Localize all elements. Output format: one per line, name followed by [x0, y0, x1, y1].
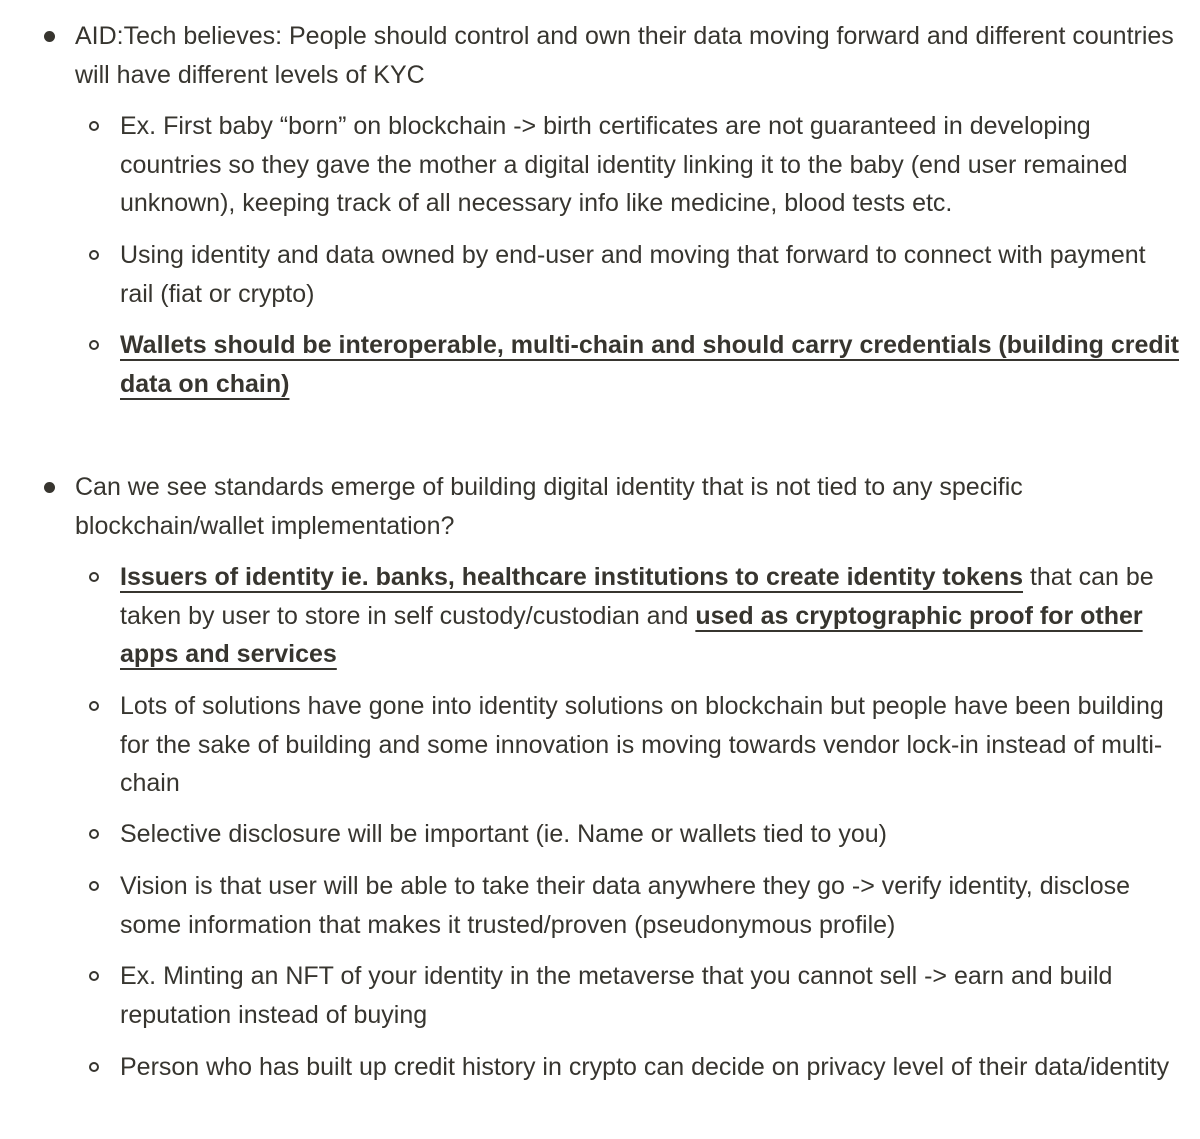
emphasized-text: used as cryptographic proof for other apps and services	[120, 601, 1143, 668]
bullet-circle-icon	[89, 829, 99, 839]
sub-bullet-text: Lots of solutions have gone into identity solutions on blockchain but people have been building for the sake of building and some innovation is moving towards vendor lock-in instead of multi-chain	[120, 692, 1164, 797]
bullet-disc-icon	[44, 482, 55, 493]
sub-bullet-text	[120, 558, 1180, 674]
sub-bullet-text: Using identity and data owned by end-user and moving that forward to connect with payment rail (fiat or crypto)	[120, 241, 1146, 308]
bullet-text: AID:Tech believes: People should control and own their data moving forward and different countries will have different levels of KYC	[75, 22, 1174, 89]
sub-bullet-text: Ex. First baby “born” on blockchain -> birth certificates are not guaranteed in developing countries so they gave the mother a digital identity linking it to the baby (end user remained unknown), keeping track of all necessary info like medicine, blood tests etc.	[120, 112, 1128, 217]
bullet-circle-icon	[89, 971, 99, 981]
bullet-circle-icon	[89, 881, 99, 891]
bullet-circle-icon	[89, 250, 99, 260]
sub-bullet-text: Ex. Minting an NFT of your identity in the metaverse that you cannot sell -> earn and build reputation instead of buying	[120, 962, 1113, 1029]
bullet-text: Can we see standards emerge of building digital identity that is not tied to any specific blockchain/wallet implementation?	[75, 473, 1023, 540]
bullet-disc-icon	[44, 31, 55, 42]
sub-bullet-text: Selective disclosure will be important (ie. Name or wallets tied to you)	[120, 820, 887, 848]
bullet-circle-icon	[89, 572, 99, 582]
plain-text: that can be taken by user to store in self custody/custodian and	[120, 563, 1154, 630]
bullet-circle-icon	[89, 701, 99, 711]
bullet-circle-icon	[89, 121, 99, 131]
sub-bullet-text: Person who has built up credit history in crypto can decide on privacy level of their data/identity	[120, 1053, 1170, 1081]
sub-bullet-text	[120, 326, 1180, 403]
emphasized-text: Wallets should be interoperable, multi-chain and should carry credentials (building credit data on chain)	[120, 331, 1179, 398]
bullet-circle-icon	[89, 340, 99, 350]
emphasized-text: Issuers of identity ie. banks, healthcare institutions to create identity tokens	[120, 563, 1024, 591]
sub-bullet-text: Vision is that user will be able to take their data anywhere they go -> verify identity, disclose some information that makes it trusted/proven (pseudonymous profile)	[120, 872, 1131, 939]
bullet-circle-icon	[89, 1062, 99, 1072]
